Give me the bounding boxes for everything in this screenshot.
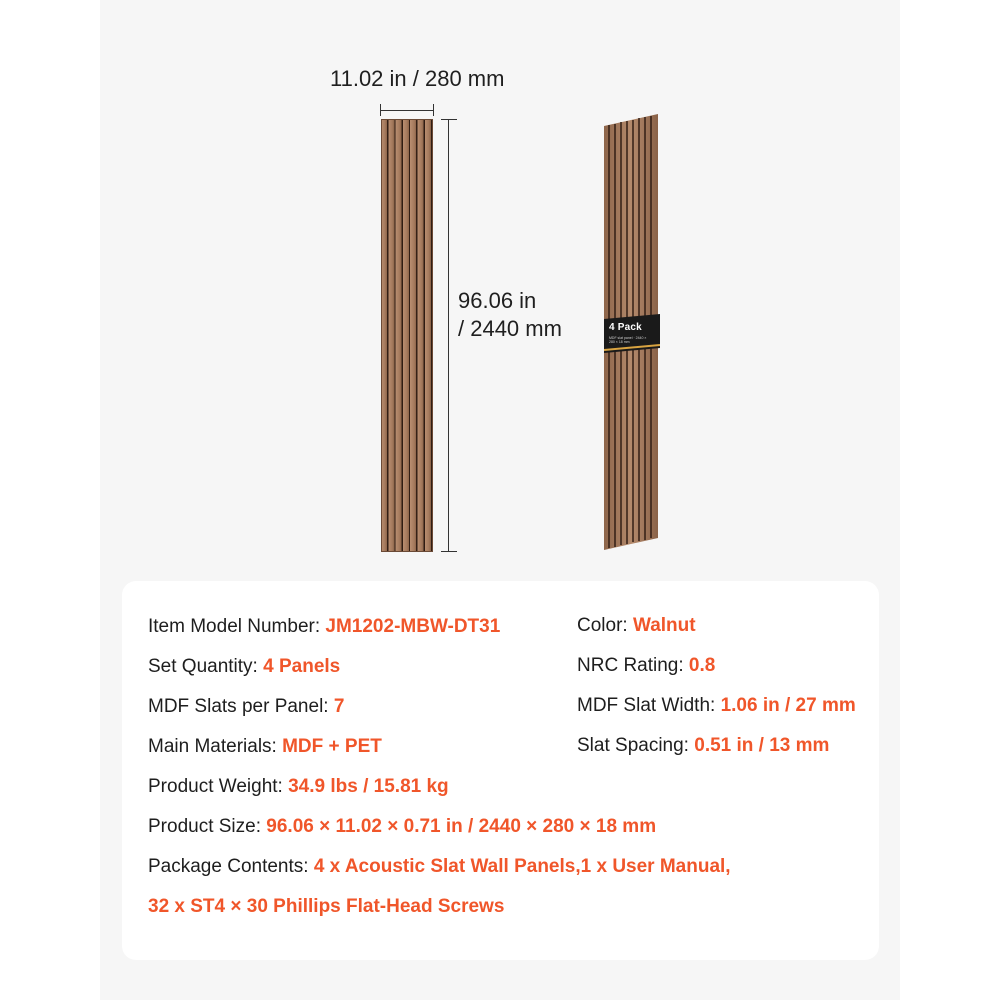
- spec-color-label: Color:: [577, 615, 633, 636]
- panel-height-label-inches: 96.06 in: [458, 288, 537, 313]
- spec-contents: [148, 856, 731, 878]
- spec-slat-width-value: 1.06 in / 27 mm: [720, 695, 856, 716]
- spec-materials: [148, 736, 382, 758]
- spec-quantity: [148, 656, 340, 678]
- panel-height-label: [458, 287, 618, 343]
- spec-contents-label: Package Contents:: [148, 856, 314, 877]
- spec-materials-value: MDF + PET: [282, 736, 382, 757]
- spec-model-value: JM1202-MBW-DT31: [325, 616, 501, 637]
- spec-nrc-label: NRC Rating:: [577, 655, 689, 676]
- spec-model-label: Item Model Number:: [148, 616, 326, 637]
- spec-weight-value: 34.9 lbs / 15.81 kg: [288, 776, 449, 797]
- panel-width-dimension-line: [381, 110, 433, 111]
- spec-color-value: Walnut: [632, 615, 696, 636]
- spec-slat-spacing: [577, 735, 829, 757]
- spec-slat-width-label: MDF Slat Width:: [577, 695, 721, 716]
- panel-height-label-mm: / 2440 mm: [458, 316, 562, 341]
- spec-quantity-label: Set Quantity:: [148, 656, 264, 677]
- spec-weight-label: Product Weight:: [148, 776, 289, 797]
- spec-nrc: [577, 655, 715, 677]
- panel-height-dimension-line: [448, 119, 449, 552]
- spec-slats-per-panel: [148, 696, 344, 718]
- panel-width-label: 11.02 in / 280 mm: [330, 66, 505, 91]
- pack-band-label: 4 Pack: [609, 322, 642, 333]
- spec-nrc-value: 0.8: [688, 655, 716, 676]
- spec-slat-width: [577, 695, 856, 717]
- spec-contents-value-line1: 4 x Acoustic Slat Wall Panels,1 x User Manual,: [313, 856, 731, 877]
- spec-slat-spacing-value: 0.51 in / 13 mm: [694, 735, 830, 756]
- spec-contents-value-line2: 32 x ST4 × 30 Phillips Flat-Head Screws: [148, 896, 505, 917]
- spec-model: [148, 616, 500, 638]
- spec-size-label: Product Size:: [148, 816, 267, 837]
- spec-slat-spacing-label: Slat Spacing:: [577, 735, 695, 756]
- spec-size-value: 96.06 × 11.02 × 0.71 in / 2440 × 280 × 18 mm: [266, 816, 657, 837]
- spec-slats-label: MDF Slats per Panel:: [148, 696, 334, 717]
- pack-band-fine-print: MDF slat panel · 2440 × 280 × 18 mm: [609, 336, 647, 344]
- spec-quantity-value: 4 Panels: [263, 656, 341, 677]
- spec-color: [577, 615, 696, 637]
- panel-front-view: [381, 119, 433, 552]
- spec-size: [148, 816, 656, 838]
- spec-weight: [148, 776, 449, 798]
- spec-materials-label: Main Materials:: [148, 736, 283, 757]
- spec-slats-value: 7: [333, 696, 345, 717]
- spec-contents-continued: [148, 896, 504, 918]
